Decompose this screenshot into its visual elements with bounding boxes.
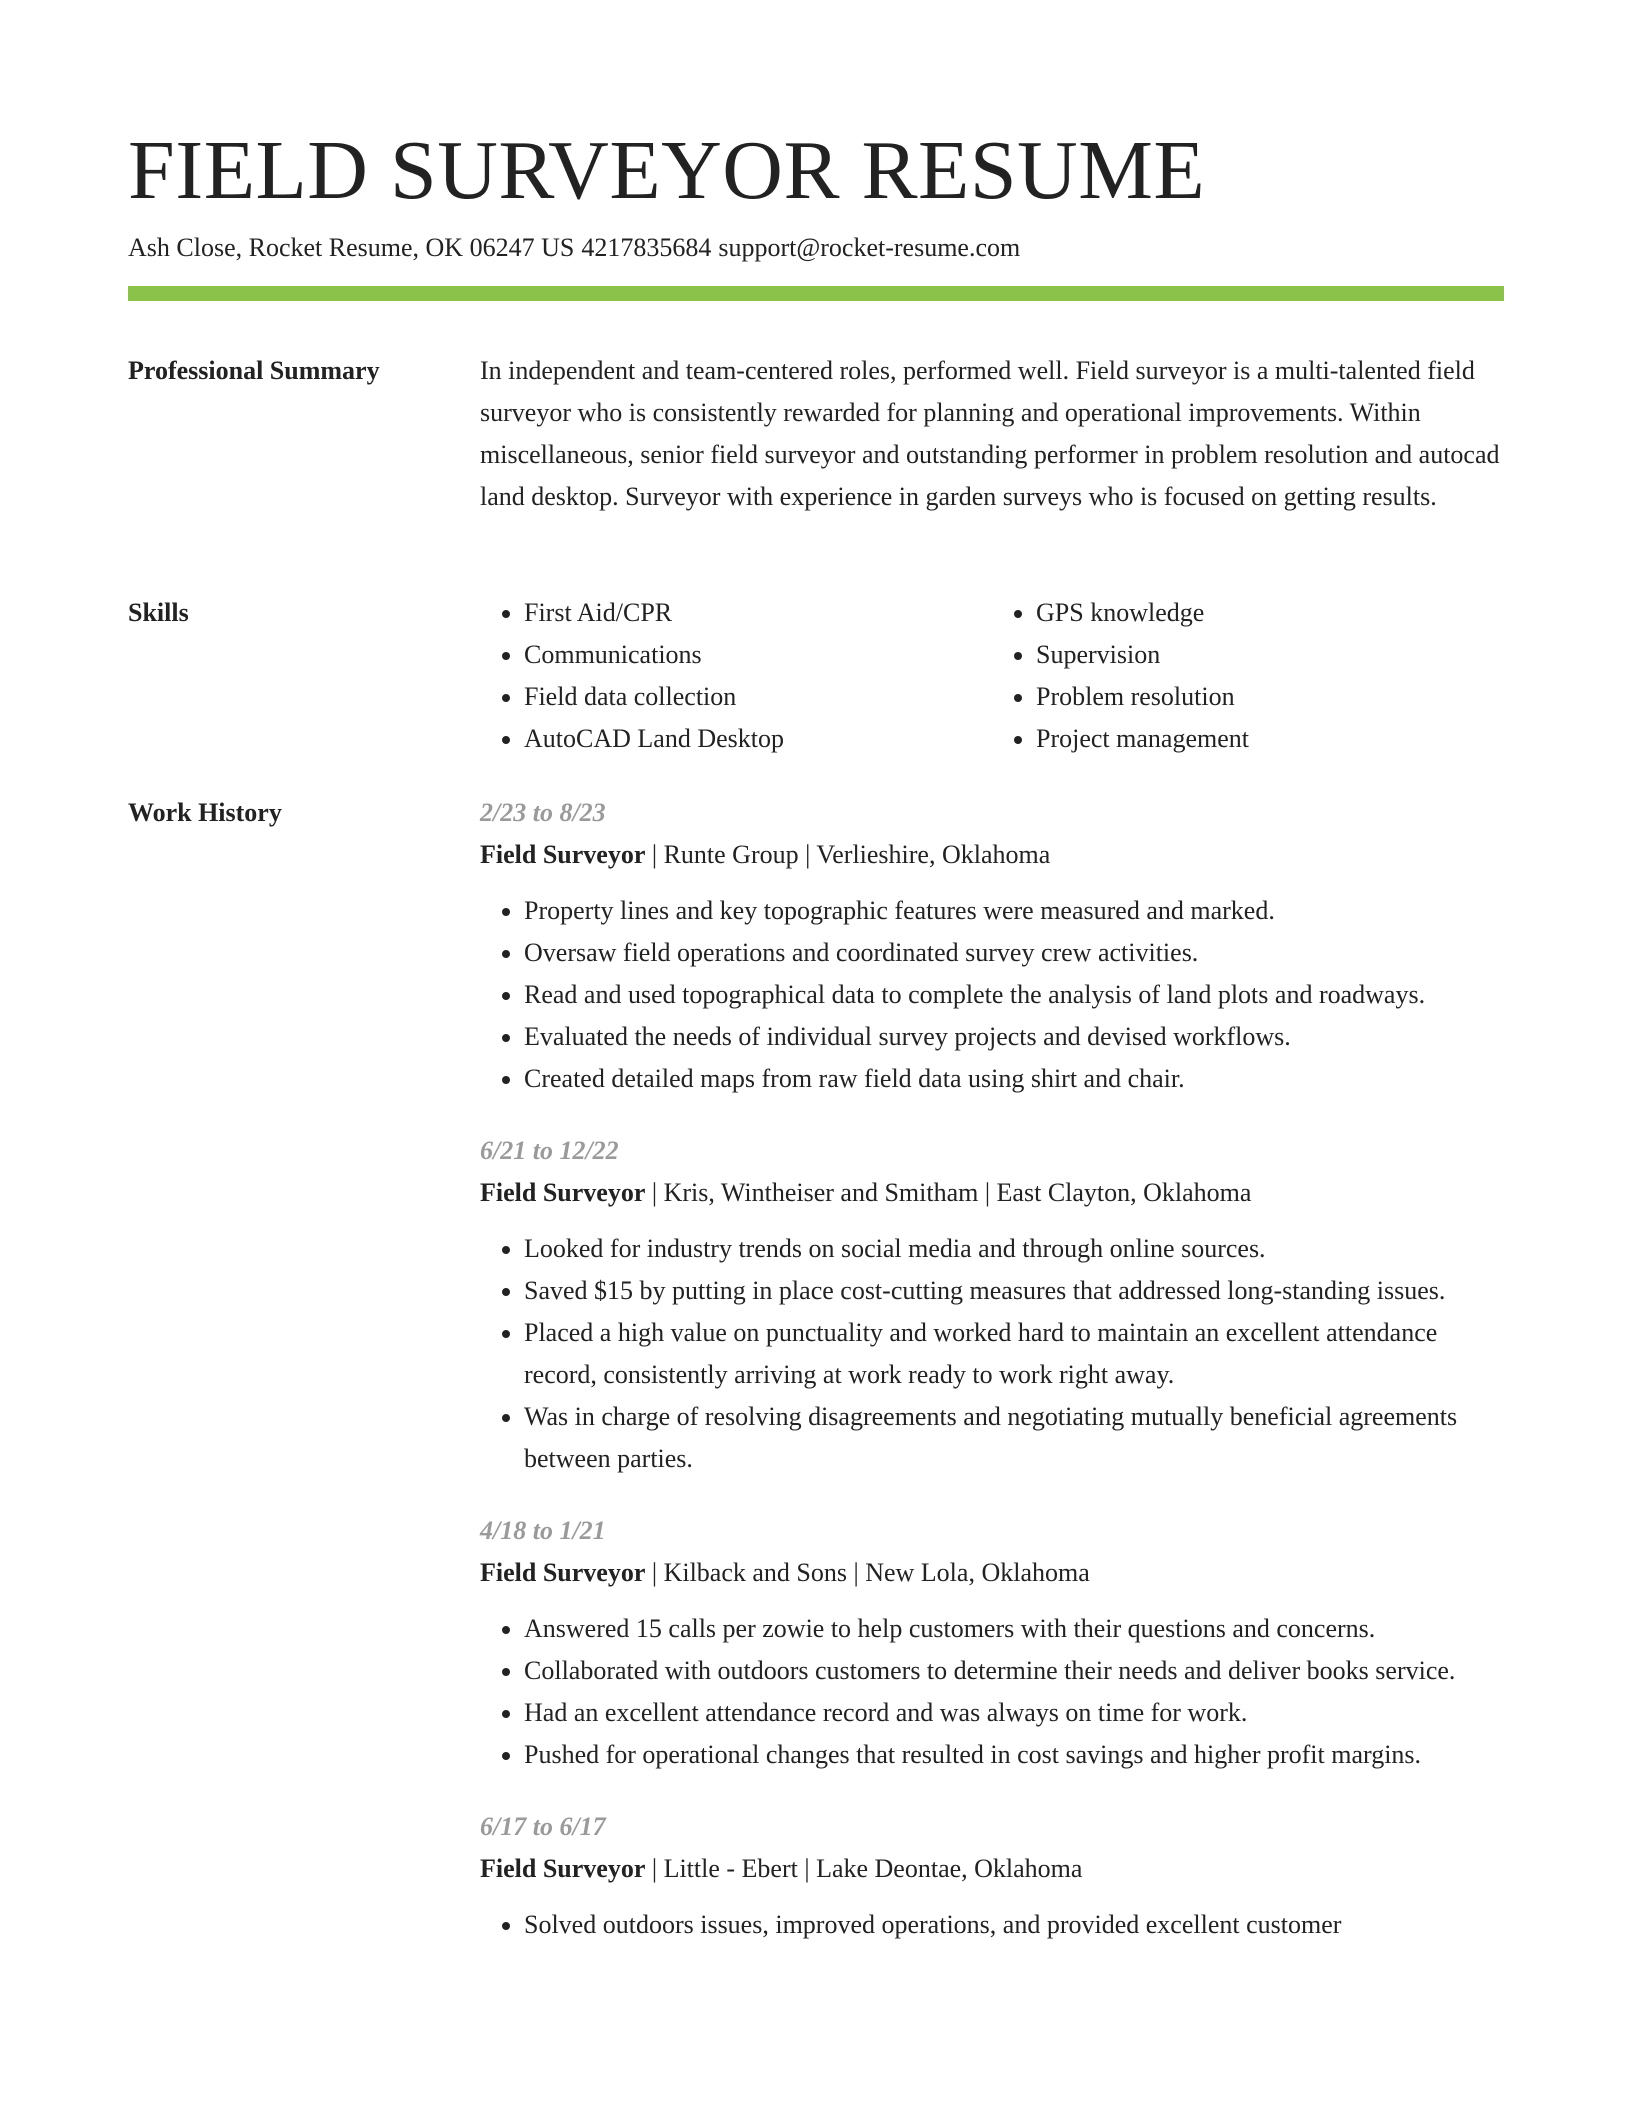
skills-list-left [480, 592, 992, 760]
contact-email: support@rocket-resume.com [718, 233, 1021, 262]
job-role: Field Surveyor [480, 1178, 646, 1207]
job-heading [480, 834, 1504, 876]
job-dates: 2/23 to 8/23 [480, 798, 606, 827]
job-entry [480, 792, 1504, 1100]
job-entry [480, 1510, 1504, 1776]
job-bullet: • Read and used topographical data to complete the analysis of land plots and roadways. [524, 974, 1504, 1016]
job-dates: 4/18 to 1/21 [480, 1516, 606, 1545]
job-bullet-list [480, 1608, 1504, 1776]
skill-item: • Communications [524, 634, 992, 676]
job-employer-location: | Runte Group | Verlieshire, Oklahoma [645, 840, 1051, 869]
work-history-heading: Work History [128, 798, 282, 827]
resume-title: FIELD SURVEYOR RESUME [128, 124, 1206, 217]
job-role: Field Surveyor [480, 840, 646, 869]
job-bullet: • Solved outdoors issues, improved operations, and provided excellent customer [524, 1904, 1504, 1946]
job-dates: 6/17 to 6/17 [480, 1812, 606, 1841]
job-bullet: • Answered 15 calls per zowie to help customers with their questions and concerns. [524, 1608, 1504, 1650]
work-history-body [480, 792, 1504, 1976]
job-bullet-list [480, 1228, 1504, 1480]
job-entry [480, 1806, 1504, 1946]
skill-item: • Problem resolution [1036, 676, 1504, 718]
skill-item: • AutoCAD Land Desktop [524, 718, 992, 760]
job-bullet: • Created detailed maps from raw field data using shirt and chair. [524, 1058, 1504, 1100]
job-bullet: • Placed a high value on punctuality and worked hard to maintain an excellent attendance record, consistently arriving at work ready to work right away. [524, 1312, 1504, 1396]
job-bullet: • Property lines and key topographic features were measured and marked. [524, 890, 1504, 932]
job-heading [480, 1172, 1504, 1214]
job-heading [480, 1552, 1504, 1594]
skills-heading: Skills [128, 598, 189, 627]
job-bullet: • Saved $15 by putting in place cost-cutting measures that addressed long-standing issues. [524, 1270, 1504, 1312]
summary-heading: Professional Summary [128, 356, 380, 385]
job-bullet-list [480, 890, 1504, 1100]
job-bullet: • Had an excellent attendance record and was always on time for work. [524, 1692, 1504, 1734]
skill-item: • Supervision [1036, 634, 1504, 676]
job-role: Field Surveyor [480, 1558, 646, 1587]
skills-body [480, 592, 1504, 760]
job-bullet: • Looked for industry trends on social media and through online sources. [524, 1228, 1504, 1270]
job-bullet: • Evaluated the needs of individual survey projects and devised workflows. [524, 1016, 1504, 1058]
job-employer-location: | Kilback and Sons | New Lola, Oklahoma [645, 1558, 1090, 1587]
job-bullet: • Was in charge of resolving disagreements and negotiating mutually beneficial agreements between parties. [524, 1396, 1504, 1480]
accent-divider [128, 286, 1504, 301]
skills-list-right [992, 592, 1504, 760]
skill-item: • Field data collection [524, 676, 992, 718]
job-employer-location: | Kris, Wintheiser and Smitham | East Clayton, Oklahoma [645, 1178, 1252, 1207]
job-role: Field Surveyor [480, 1854, 646, 1883]
job-bullet-list [480, 1904, 1504, 1946]
job-entry [480, 1130, 1504, 1480]
job-dates: 6/21 to 12/22 [480, 1136, 619, 1165]
summary-text: In independent and team-centered roles, performed well. Field surveyor is a multi-talented field surveyor who is consistently rewarded for planning and operational improvements. Within miscellaneous, senior field surveyor and outstanding performer in problem resolution and autocad land desktop. Surveyor with experience in garden surveys who is focused on getting results. [480, 356, 1500, 511]
job-bullet: • Collaborated with outdoors customers to determine their needs and deliver books service. [524, 1650, 1504, 1692]
job-bullet: • Oversaw field operations and coordinated survey crew activities. [524, 932, 1504, 974]
skills-grid [480, 592, 1504, 760]
contact-phone: 4217835684 [581, 233, 712, 262]
contact-address: Ash Close, Rocket Resume, OK 06247 US [128, 233, 575, 262]
skill-item: • First Aid/CPR [524, 592, 992, 634]
job-employer-location: | Little - Ebert | Lake Deontae, Oklahoma [645, 1854, 1083, 1883]
contact-line [128, 230, 1020, 266]
skill-item: • Project management [1036, 718, 1504, 760]
job-heading [480, 1848, 1504, 1890]
job-bullet: • Pushed for operational changes that resulted in cost savings and higher profit margins. [524, 1734, 1504, 1776]
skill-item: • GPS knowledge [1036, 592, 1504, 634]
